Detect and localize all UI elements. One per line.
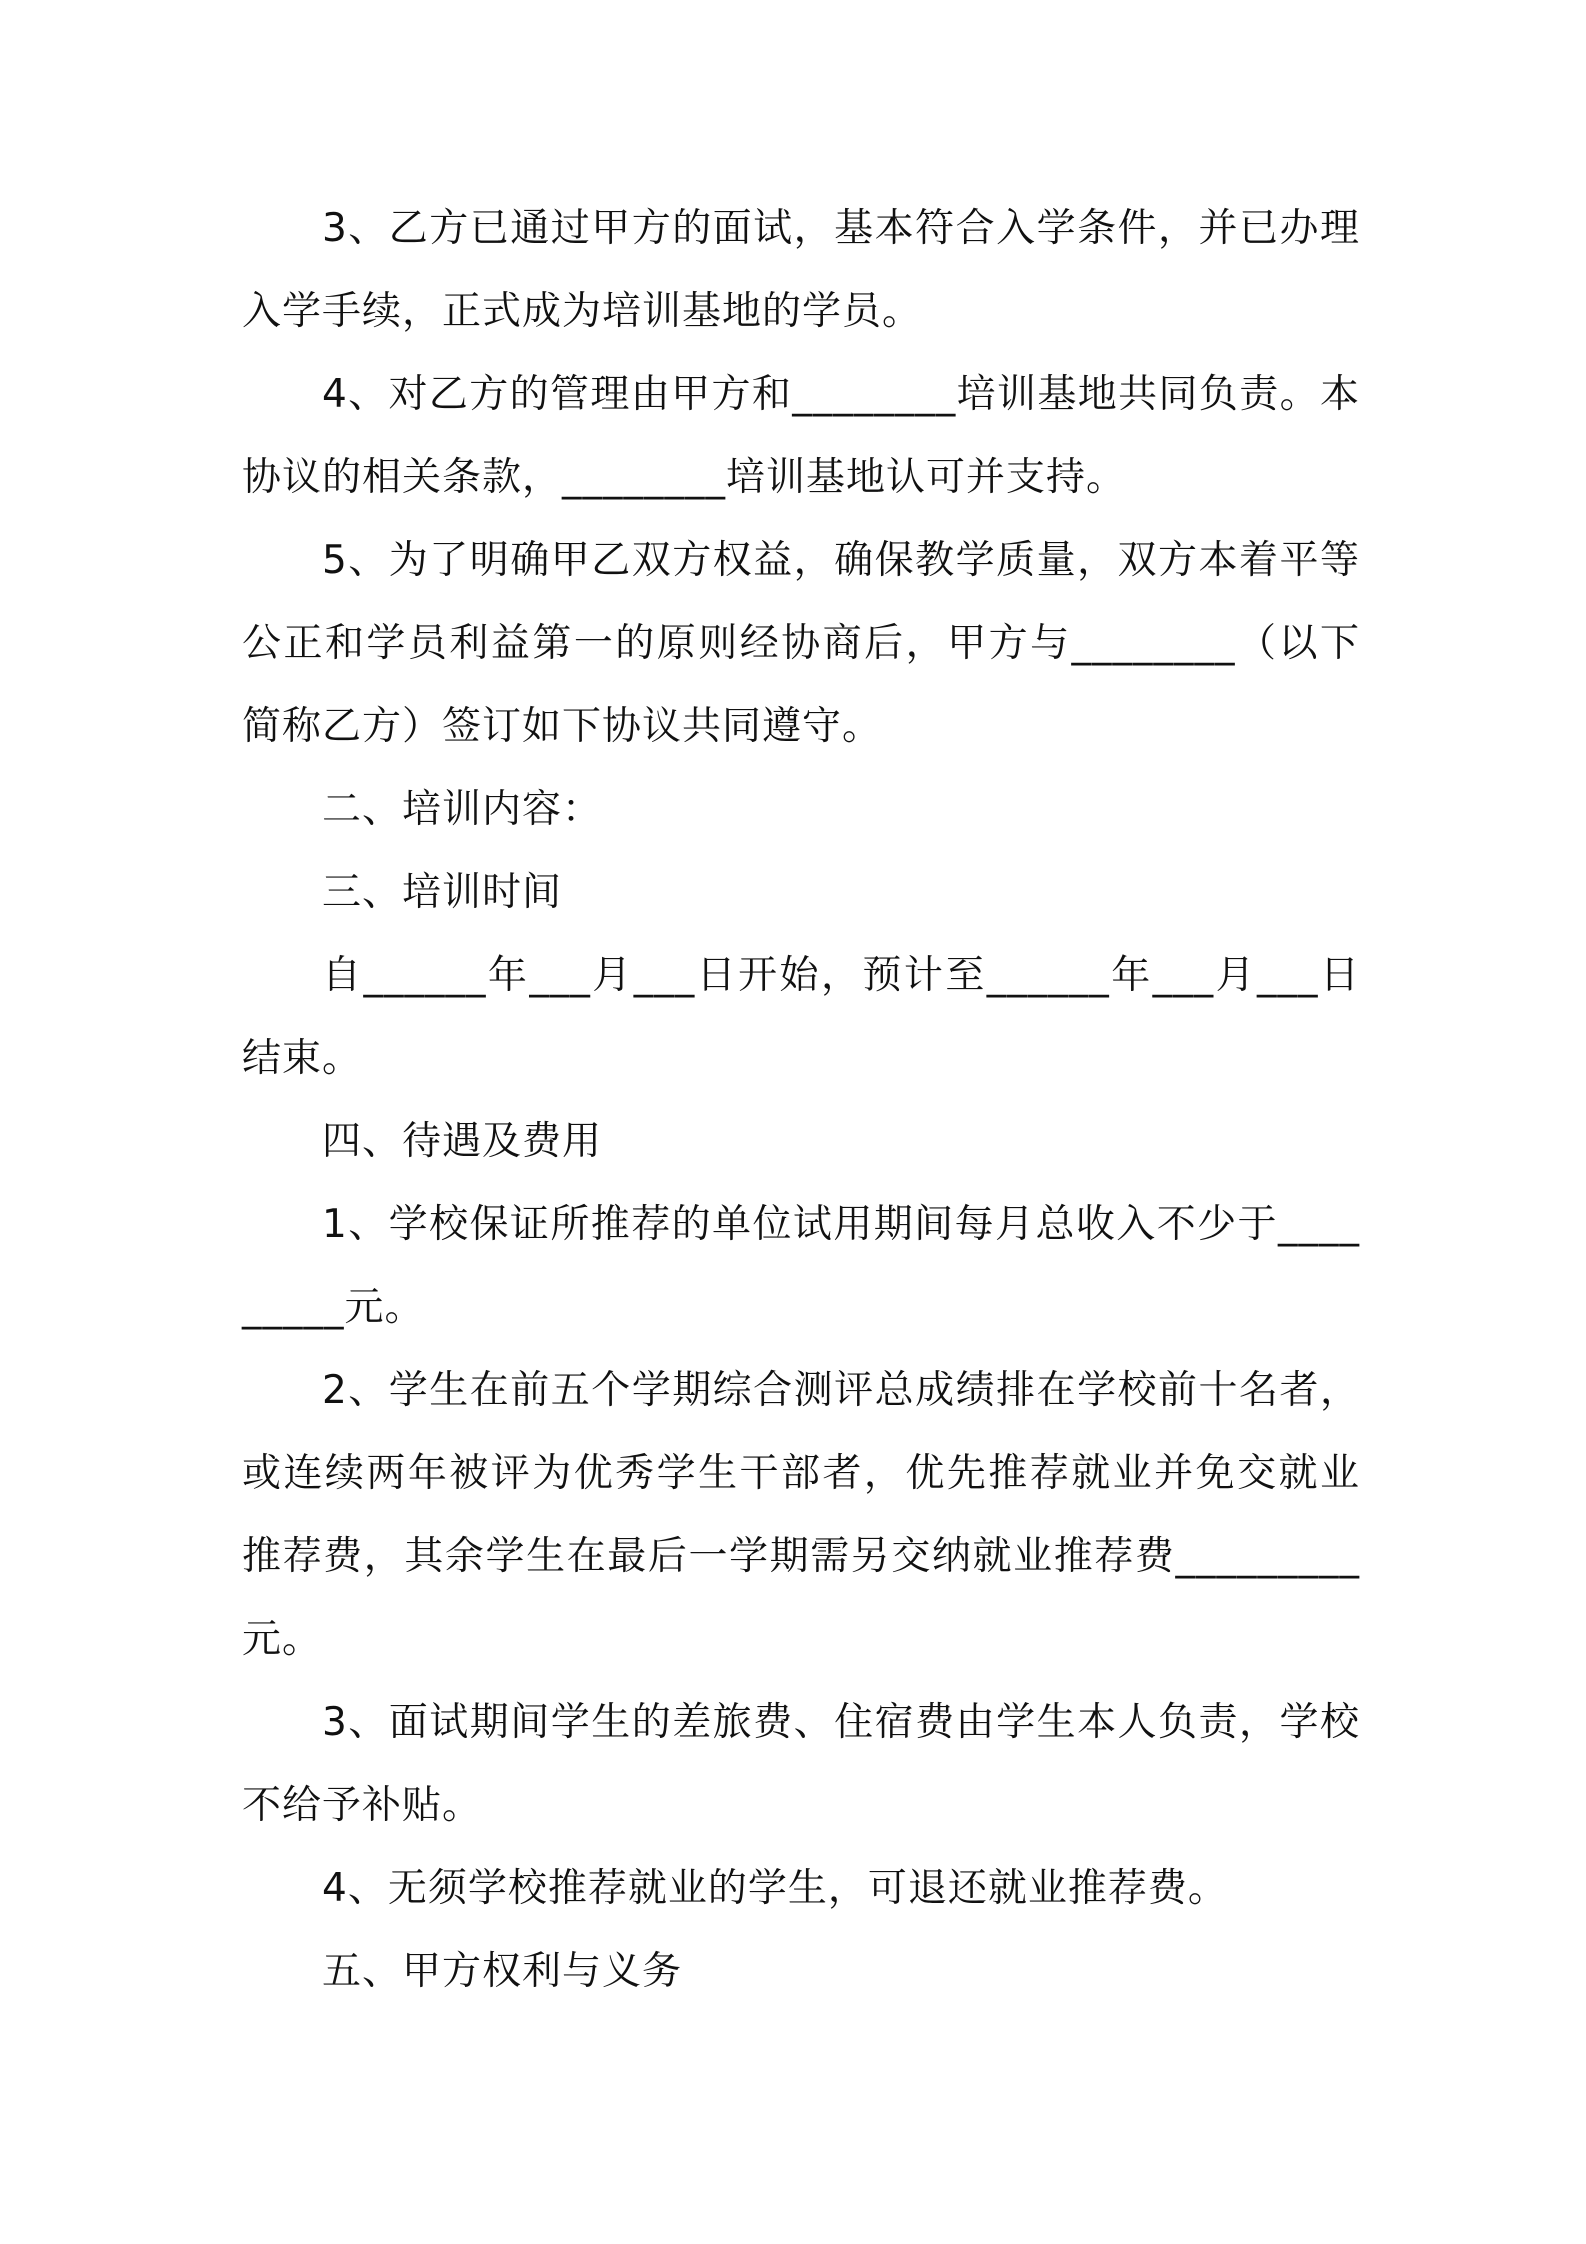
clause-3-enrollment: 3、乙方已通过甲方的面试，基本符合入学条件，并已办理入学手续，正式成为培训基地的学员。 (242, 206, 1360, 334)
clause-4-management: 4、对乙方的管理由甲方和________培训基地共同负责。本协议的相关条款，________培训基地认可并支持。 (242, 372, 1360, 500)
section-heading-training-time: 三、培训时间 (322, 870, 563, 915)
benefit-item-2: 2、学生在前五个学期综合测评总成绩排在学校前十名者，或连续两年被评为优秀学生干部者，优先推荐就业并免交就业推荐费，其余学生在最后一学期需另交纳就业推荐费_________元。 (242, 1368, 1360, 1662)
benefit-item-4: 4、无须学校推荐就业的学生，可退还就业推荐费。 (322, 1866, 1228, 1911)
benefit-item-1: 1、学校保证所推荐的单位试用期间每月总收入不少于_________元。 (242, 1202, 1360, 1330)
section-heading-party-a-rights: 五、甲方权利与义务 (322, 1949, 683, 1994)
section-heading-benefits-fees: 四、待遇及费用 (322, 1119, 603, 1164)
training-period-text: 自______年___月___日开始，预计至______年___月___日结束。 (242, 953, 1360, 1081)
benefit-item-3: 3、面试期间学生的差旅费、住宿费由学生本人负责，学校不给予补贴。 (242, 1700, 1360, 1828)
clause-5-agreement: 5、为了明确甲乙双方权益，确保教学质量，双方本着平等公正和学员利益第一的原则经协商后，甲方与________（以下简称乙方）签订如下协议共同遵守。 (242, 538, 1360, 749)
section-heading-training-content: 二、培训内容： (322, 787, 603, 832)
